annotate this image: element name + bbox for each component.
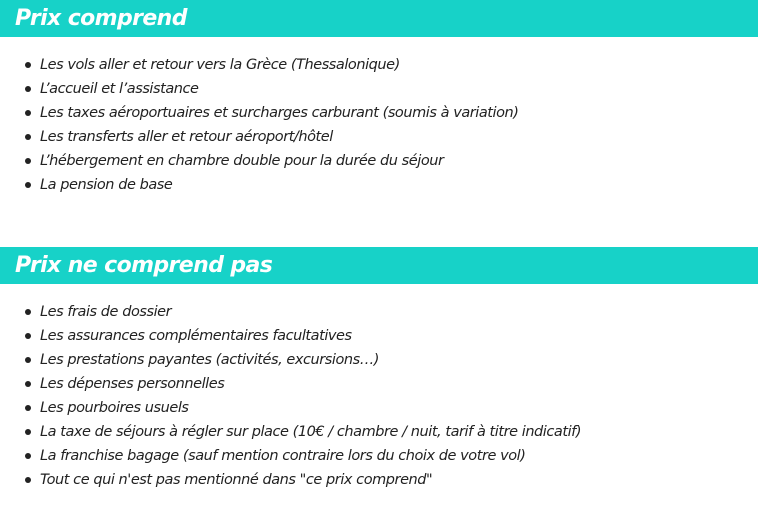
bullet-icon [25,62,31,68]
list-item [0,348,758,372]
excluded-section-title: Prix ne comprend pas [15,253,273,278]
list-item [0,149,758,173]
list-item-text: La taxe de séjours à régler sur place (10€ / chambre / nuit, tarif à titre indicatif) [40,424,582,440]
bullet-icon [25,357,31,363]
list-item [0,444,758,468]
list-item [0,396,758,420]
list-item-text: La franchise bagage (sauf mention contraire lors du choix de votre vol) [40,448,526,464]
list-item-text: Les frais de dossier [40,304,172,320]
list-item [0,324,758,348]
bullet-icon [25,182,31,188]
list-item [0,173,758,197]
bullet-icon [25,333,31,339]
bullet-icon [25,477,31,483]
excluded-list [0,300,758,492]
list-item-text: Les transferts aller et retour aéroport/hôtel [40,129,333,145]
bullet-icon [25,405,31,411]
bullet-icon [25,453,31,459]
list-item [0,300,758,324]
list-item-text: Les pourboires usuels [40,400,189,416]
bullet-icon [25,86,31,92]
included-list [0,53,758,197]
list-item-text: Tout ce qui n'est pas mentionné dans "ce prix comprend" [40,472,433,488]
list-item [0,420,758,444]
bullet-icon [25,309,31,315]
list-item [0,468,758,492]
list-item [0,53,758,77]
list-item-text: La pension de base [40,177,173,193]
included-section-title: Prix comprend [15,6,187,31]
list-item-text: Les prestations payantes (activités, excursions…) [40,352,379,368]
excluded-section-header [0,247,758,284]
list-item-text: L’hébergement en chambre double pour la durée du séjour [40,153,444,169]
bullet-icon [25,158,31,164]
list-item [0,372,758,396]
included-section-header [0,0,758,37]
bullet-icon [25,429,31,435]
bullet-icon [25,110,31,116]
list-item-text: Les assurances complémentaires facultatives [40,328,352,344]
list-item-text: Les dépenses personnelles [40,376,225,392]
bullet-icon [25,134,31,140]
list-item-text: Les vols aller et retour vers la Grèce (Thessalonique) [40,57,400,73]
list-item [0,77,758,101]
list-item [0,125,758,149]
list-item [0,101,758,125]
bullet-icon [25,381,31,387]
list-item-text: L’accueil et l’assistance [40,81,199,97]
list-item-text: Les taxes aéroportuaires et surcharges carburant (soumis à variation) [40,105,519,121]
